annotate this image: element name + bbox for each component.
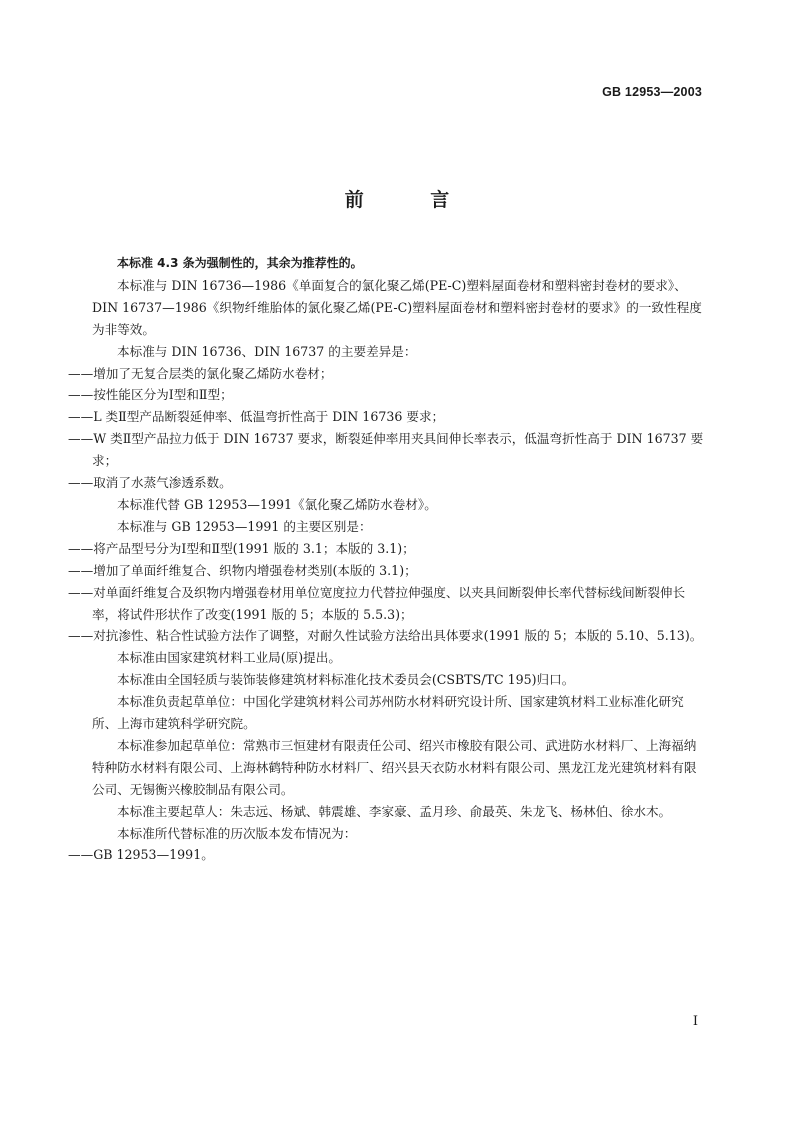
page-title: 前 言 [344, 189, 480, 211]
list-item: ——将产品型号分为Ⅰ型和Ⅱ型(1991 版的 3.1；本版的 3.1)； [68, 540, 415, 556]
list-item: ——增加了无复合层类的氯化聚乙烯防水卷材； [68, 365, 333, 381]
list-item: ——GB 12953—1991。 [68, 847, 214, 863]
paragraph: 本标准由全国轻质与装饰装修建筑材料标准化技术委员会(CSBTS/TC 195)归口。 [117, 672, 575, 688]
standard-code-header: GB 12953—2003 [602, 85, 702, 99]
list-item: ——按性能区分为Ⅰ型和Ⅱ型； [68, 387, 233, 403]
paragraph: 本标准主要起草人：朱志远、杨斌、韩震雄、李家豪、孟月珍、俞最英、朱龙飞、杨林伯、徐水木。 [117, 803, 672, 819]
document-body [68, 253, 704, 866]
paragraph: 本标准所代替标准的历次版本发布情况为： [117, 825, 357, 841]
paragraph: 本标准与 GB 12953—1991 的主要区别是： [117, 518, 372, 534]
paragraph: 本标准由国家建筑材料工业局(原)提出。 [117, 650, 341, 666]
paragraph: 本标准代替 GB 12953—1991《氯化聚乙烯防水卷材》。 [117, 496, 437, 512]
list-item: ——增加了单面纤维复合、织物内增强卷材类别(本版的 3.1)； [68, 562, 417, 578]
paragraph-mandatory-clause: 本标准 4.3 条为强制性的，其余为推荐性的。 [117, 256, 363, 270]
list-item: ——取消了水蒸气渗透系数。 [68, 475, 232, 491]
list-item: ——W 类Ⅱ型产品拉力低于 DIN 16737 要求，断裂延伸率用夹具间伸长率表示，低温弯折性高于 DIN 16737 要求； [68, 431, 704, 469]
paragraph: 本标准与 DIN 16736、DIN 16737 的主要差异是： [117, 343, 417, 359]
page-number: I [692, 1014, 698, 1029]
list-item: ——L 类Ⅱ型产品断裂延伸率、低温弯折性高于 DIN 16736 要求； [68, 409, 445, 425]
paragraph: 本标准参加起草单位：常熟市三恒建材有限责任公司、绍兴市橡胶有限公司、武进防水材料厂、上海福纳特种防水材料有限公司、上海林鹤特种防水材料厂、绍兴县天衣防水材料有限公司、黑龙江龙光建筑材料有限公司、无锡衡兴橡胶制品有限公司。 [92, 737, 697, 797]
paragraph: 本标准负责起草单位：中国化学建筑材料公司苏州防水材料研究设计所、国家建筑材料工业标准化研究所、上海市建筑科学研究院。 [92, 694, 684, 732]
list-item: ——对抗渗性、粘合性试验方法作了调整，对耐久性试验方法给出具体要求(1991 版的 5；本版的 5.10、5.13)。 [68, 628, 703, 644]
list-item: ——对单面纤维复合及织物内增强卷材用单位宽度拉力代替拉伸强度、以夹具间断裂伸长率代替标线间断裂伸长率，将试件形状作了改变(1991 版的 5；本版的 5.5.3)； [68, 584, 686, 622]
paragraph: 本标准与 DIN 16736—1986《单面复合的氯化聚乙烯(PE-C)塑料屋面卷材和塑料密封卷材的要求》、DIN 16737—1986《织物纤维胎体的氯化聚乙烯(PE-C)塑料屋面卷材和塑料密封卷材的要求》的一致性程度为非等效。 [92, 277, 702, 337]
